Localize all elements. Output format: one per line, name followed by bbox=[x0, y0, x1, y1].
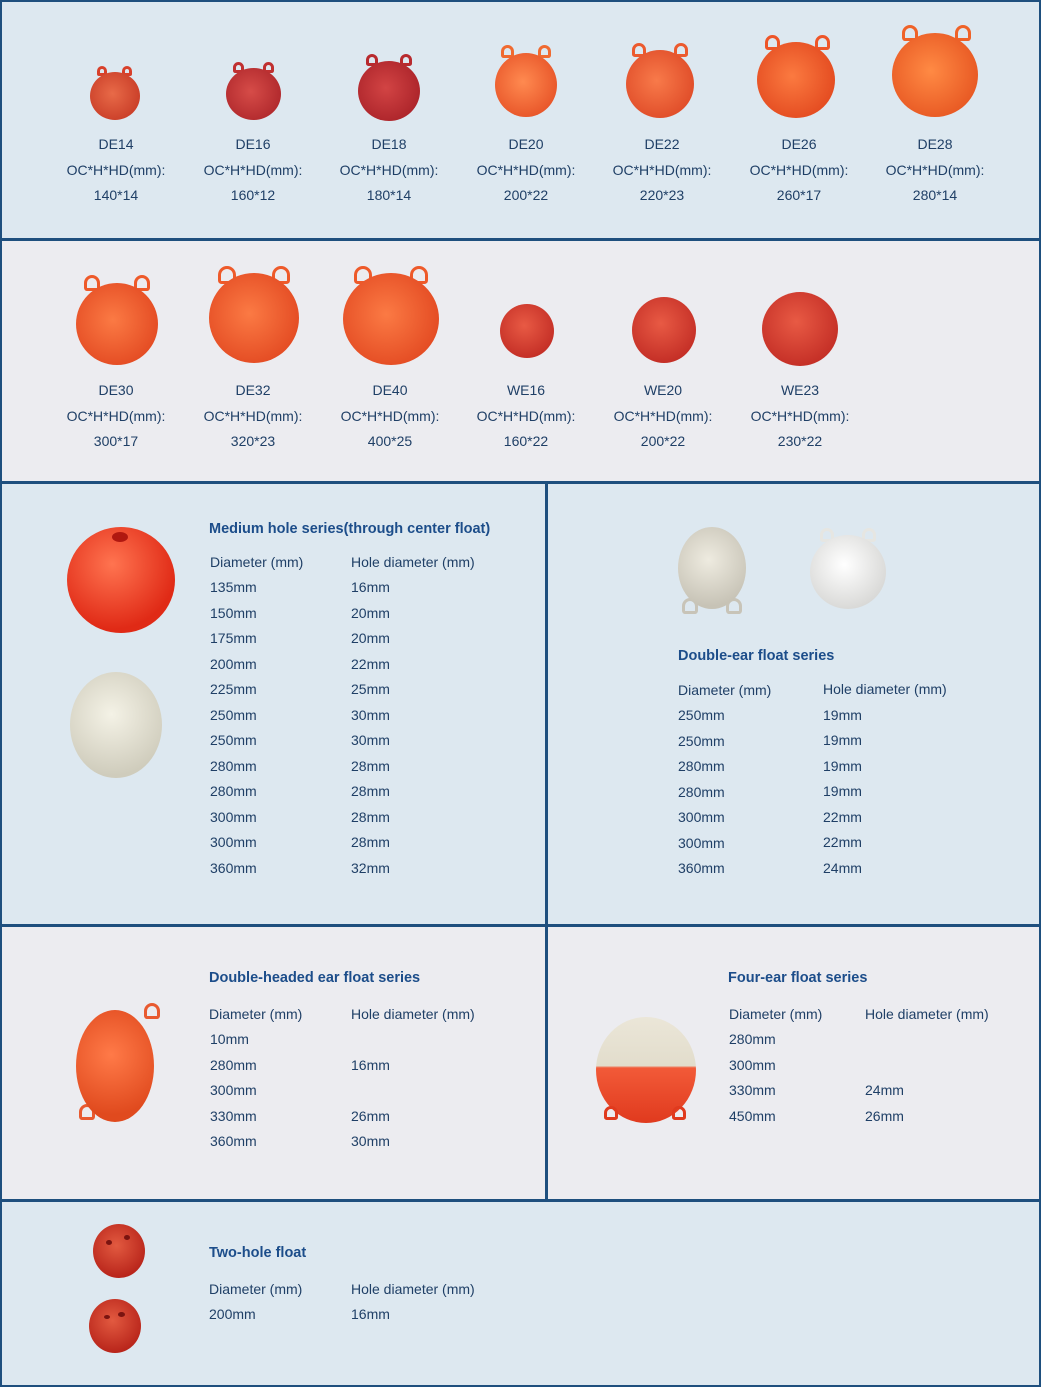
twohole-panel bbox=[2, 1202, 1039, 1385]
cell-diameter: 330mm bbox=[210, 1108, 257, 1124]
cell-diameter: 300mm bbox=[678, 835, 725, 851]
product-spec: 280*14 bbox=[912, 187, 958, 203]
product-code: DE16 bbox=[235, 136, 271, 152]
cell-hole-diameter: 19mm bbox=[823, 732, 862, 748]
cell-hole-diameter: 30mm bbox=[351, 1133, 390, 1149]
column-header-hole-diameter: Hole diameter (mm) bbox=[351, 1281, 475, 1297]
cell-diameter: 360mm bbox=[210, 860, 257, 876]
cell-hole-diameter: 19mm bbox=[823, 758, 862, 774]
cell-diameter: 300mm bbox=[210, 809, 257, 825]
product-de22 bbox=[594, 132, 730, 209]
product-code: WE20 bbox=[643, 382, 683, 398]
cell-hole-diameter: 22mm bbox=[823, 834, 862, 850]
column-header-diameter: Diameter (mm) bbox=[678, 682, 772, 698]
product-spec-label: OC*H*HD(mm): bbox=[66, 161, 166, 178]
double-headed-ear-title: Double-headed ear float series bbox=[209, 970, 421, 986]
cell-hole-diameter: 22mm bbox=[351, 656, 390, 672]
cell-diameter: 225mm bbox=[210, 681, 257, 697]
column-header-hole-diameter: Hole diameter (mm) bbox=[865, 1006, 989, 1022]
cell-diameter: 200mm bbox=[209, 1306, 256, 1322]
product-code: DE40 bbox=[372, 382, 408, 398]
column-header-diameter: Diameter (mm) bbox=[210, 554, 304, 570]
double-ear-title: Double-ear float series bbox=[678, 648, 835, 664]
product-we20 bbox=[595, 378, 731, 455]
product-we16 bbox=[458, 378, 594, 455]
cell-diameter: 450mm bbox=[729, 1108, 776, 1124]
cell-diameter: 250mm bbox=[210, 732, 257, 748]
product-spec: 160*12 bbox=[230, 187, 276, 203]
cell-hole-diameter: 24mm bbox=[865, 1082, 904, 1098]
cell-hole-diameter: 26mm bbox=[351, 1108, 390, 1124]
product-spec: 400*25 bbox=[367, 433, 413, 449]
product-code: DE32 bbox=[235, 382, 271, 398]
column-header-hole-diameter: Hole diameter (mm) bbox=[351, 1006, 475, 1022]
product-we23 bbox=[732, 378, 868, 455]
product-spec-label: OC*H*HD(mm): bbox=[885, 161, 985, 178]
cell-diameter: 175mm bbox=[210, 630, 257, 646]
product-code: DE26 bbox=[781, 136, 817, 152]
product-spec-label: OC*H*HD(mm): bbox=[476, 161, 576, 178]
cell-diameter: 280mm bbox=[678, 784, 725, 800]
column-header-diameter: Diameter (mm) bbox=[209, 1006, 303, 1022]
product-code: DE22 bbox=[644, 136, 680, 152]
cell-diameter: 300mm bbox=[678, 809, 725, 825]
medium-hole-title: Medium hole series(through center float) bbox=[209, 521, 491, 537]
cell-diameter: 280mm bbox=[210, 1057, 257, 1073]
product-code: WE16 bbox=[506, 382, 546, 398]
product-de40 bbox=[322, 378, 458, 455]
column-header-hole-diameter: Hole diameter (mm) bbox=[823, 681, 947, 697]
product-spec: 200*22 bbox=[640, 433, 686, 449]
product-code: DE20 bbox=[508, 136, 544, 152]
cell-diameter: 360mm bbox=[678, 860, 725, 876]
product-spec-label: OC*H*HD(mm): bbox=[613, 407, 713, 424]
product-spec: 220*23 bbox=[639, 187, 685, 203]
cell-hole-diameter: 19mm bbox=[823, 783, 862, 799]
cell-diameter: 250mm bbox=[678, 733, 725, 749]
cell-diameter: 250mm bbox=[678, 707, 725, 723]
four-ear-title: Four-ear float series bbox=[728, 970, 868, 986]
cell-hole-diameter: 24mm bbox=[823, 860, 862, 876]
cell-hole-diameter: 16mm bbox=[351, 1057, 390, 1073]
cell-hole-diameter: 20mm bbox=[351, 630, 390, 646]
product-spec: 320*23 bbox=[230, 433, 276, 449]
cell-diameter: 135mm bbox=[210, 579, 257, 595]
cell-hole-diameter: 26mm bbox=[865, 1108, 904, 1124]
product-code: DE18 bbox=[371, 136, 407, 152]
cell-diameter: 280mm bbox=[210, 783, 257, 799]
product-spec: 300*17 bbox=[93, 433, 139, 449]
cell-hole-diameter: 28mm bbox=[351, 783, 390, 799]
cell-diameter: 10mm bbox=[210, 1031, 249, 1047]
cell-diameter: 280mm bbox=[678, 758, 725, 774]
cell-diameter: 250mm bbox=[210, 707, 257, 723]
product-spec-label: OC*H*HD(mm): bbox=[203, 407, 303, 424]
product-code: DE28 bbox=[917, 136, 953, 152]
product-spec: 260*17 bbox=[776, 187, 822, 203]
cell-diameter: 300mm bbox=[210, 1082, 257, 1098]
product-spec: 160*22 bbox=[503, 433, 549, 449]
product-de30 bbox=[48, 378, 184, 455]
product-spec-label: OC*H*HD(mm): bbox=[750, 407, 850, 424]
doubleear-panel bbox=[548, 484, 1039, 924]
product-de16 bbox=[185, 132, 321, 209]
cell-diameter: 150mm bbox=[210, 605, 257, 621]
cell-hole-diameter: 28mm bbox=[351, 758, 390, 774]
two-hole-title: Two-hole float bbox=[209, 1245, 307, 1261]
product-spec-label: OC*H*HD(mm): bbox=[66, 407, 166, 424]
cell-hole-diameter: 30mm bbox=[351, 732, 390, 748]
cell-hole-diameter: 22mm bbox=[823, 809, 862, 825]
product-spec: 230*22 bbox=[777, 433, 823, 449]
cell-hole-diameter: 32mm bbox=[351, 860, 390, 876]
product-code: DE30 bbox=[98, 382, 134, 398]
cell-diameter: 330mm bbox=[729, 1082, 776, 1098]
cell-diameter: 280mm bbox=[729, 1031, 776, 1047]
product-spec-label: OC*H*HD(mm): bbox=[476, 407, 576, 424]
cell-diameter: 300mm bbox=[210, 834, 257, 850]
product-de32 bbox=[185, 378, 321, 455]
cell-diameter: 280mm bbox=[210, 758, 257, 774]
cell-hole-diameter: 28mm bbox=[351, 809, 390, 825]
cell-diameter: 200mm bbox=[210, 656, 257, 672]
product-spec: 180*14 bbox=[366, 187, 412, 203]
product-spec-label: OC*H*HD(mm): bbox=[339, 161, 439, 178]
cell-diameter: 300mm bbox=[729, 1057, 776, 1073]
product-de20 bbox=[458, 132, 594, 209]
product-code: WE23 bbox=[780, 382, 820, 398]
product-de14 bbox=[48, 132, 184, 209]
column-header-hole-diameter: Hole diameter (mm) bbox=[351, 554, 475, 570]
product-code: DE14 bbox=[98, 136, 134, 152]
column-header-diameter: Diameter (mm) bbox=[209, 1281, 303, 1297]
product-de26 bbox=[731, 132, 867, 209]
column-header-diameter: Diameter (mm) bbox=[729, 1006, 823, 1022]
cell-hole-diameter: 25mm bbox=[351, 681, 390, 697]
cell-diameter: 360mm bbox=[210, 1133, 257, 1149]
product-spec-label: OC*H*HD(mm): bbox=[749, 161, 849, 178]
cell-hole-diameter: 16mm bbox=[351, 579, 390, 595]
cell-hole-diameter: 30mm bbox=[351, 707, 390, 723]
product-spec-label: OC*H*HD(mm): bbox=[340, 407, 440, 424]
cell-hole-diameter: 19mm bbox=[823, 707, 862, 723]
product-spec: 140*14 bbox=[93, 187, 139, 203]
product-de18 bbox=[321, 132, 457, 209]
product-spec-label: OC*H*HD(mm): bbox=[203, 161, 303, 178]
cell-hole-diameter: 16mm bbox=[351, 1306, 390, 1322]
product-spec-label: OC*H*HD(mm): bbox=[612, 161, 712, 178]
product-spec: 200*22 bbox=[503, 187, 549, 203]
cell-hole-diameter: 20mm bbox=[351, 605, 390, 621]
product-de28 bbox=[867, 132, 1003, 209]
cell-hole-diameter: 28mm bbox=[351, 834, 390, 850]
